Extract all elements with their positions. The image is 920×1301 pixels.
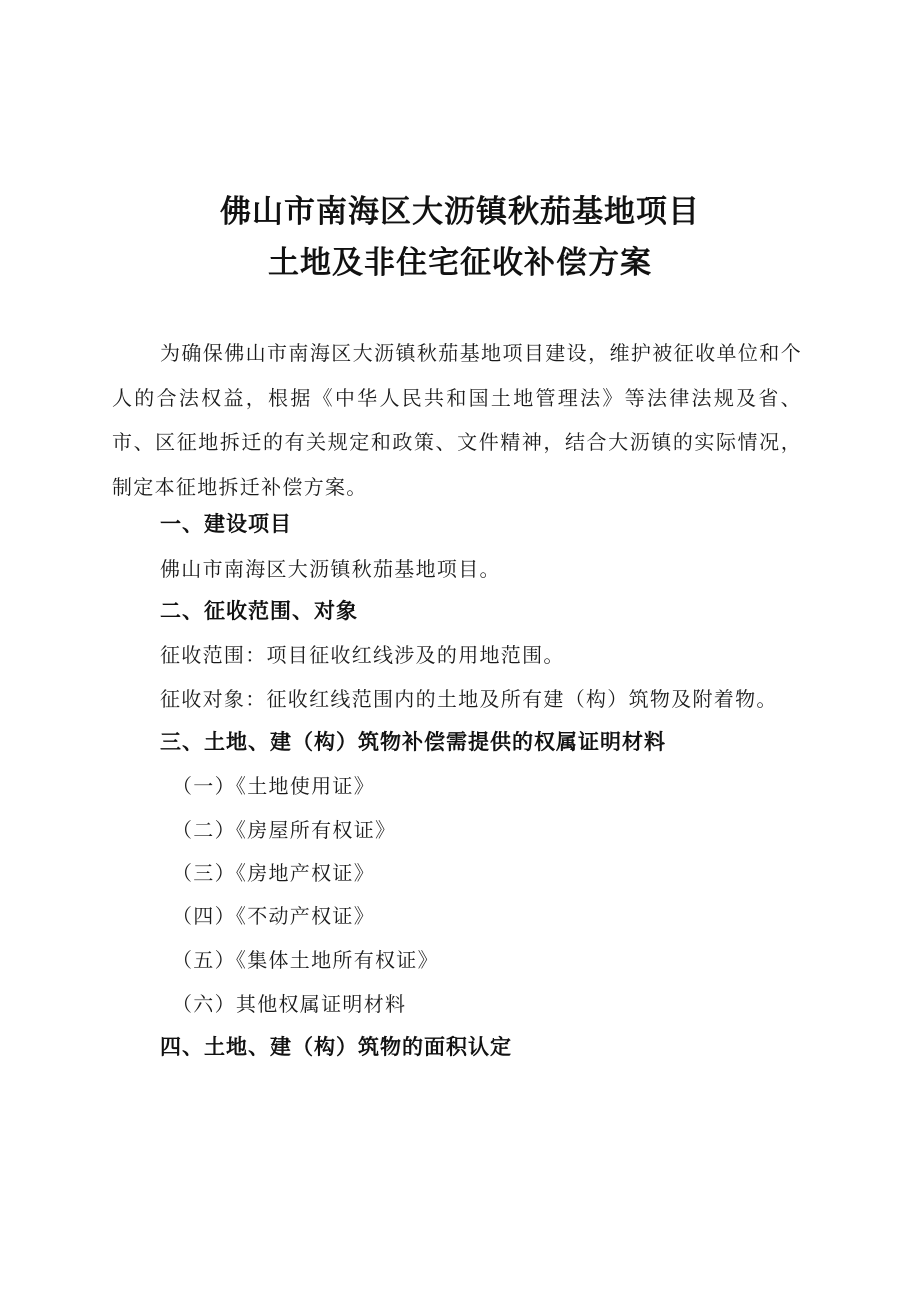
section-3-item-4: （四）《不动产权证》	[172, 904, 375, 928]
section-3-item-3: （三）《房地产权证》	[172, 861, 375, 885]
intro-paragraph: 为确保佛山市南海区大沥镇秋茄基地项目建设，维护被征收单位和个人的合法权益，根据《中华人民共和国土地管理法》等法律法规及省、市、区征地拆迁的有关规定和政策、文件精神，结合大沥镇的实际情况，制定本征地拆迁补偿方案。	[112, 341, 802, 499]
section-3-item-6: （六）其他权属证明材料	[172, 992, 407, 1016]
section-2-object: 征收对象：征收红线范围内的土地及所有建（构）筑物及附着物。	[160, 687, 778, 711]
document-title-line-1: 佛山市南海区大沥镇秋茄基地项目	[220, 194, 700, 230]
section-1-text: 佛山市南海区大沥镇秋茄基地项目。	[160, 557, 501, 581]
section-4-heading: 四、土地、建（构）筑物的面积认定	[160, 1035, 512, 1059]
section-3-item-2: （二）《房屋所有权证》	[172, 818, 397, 842]
section-1-heading: 一、建设项目	[160, 512, 292, 536]
section-3-item-5: （五）《集体土地所有权证》	[172, 948, 439, 972]
section-2-heading: 二、征收范围、对象	[160, 599, 358, 623]
section-3-item-1: （一）《土地使用证》	[172, 774, 375, 798]
section-3-heading: 三、土地、建（构）筑物补偿需提供的权属证明材料	[160, 730, 666, 754]
section-2-scope: 征收范围：项目征收红线涉及的用地范围。	[160, 643, 565, 667]
document-title-line-2: 土地及非住宅征收补偿方案	[268, 245, 652, 281]
